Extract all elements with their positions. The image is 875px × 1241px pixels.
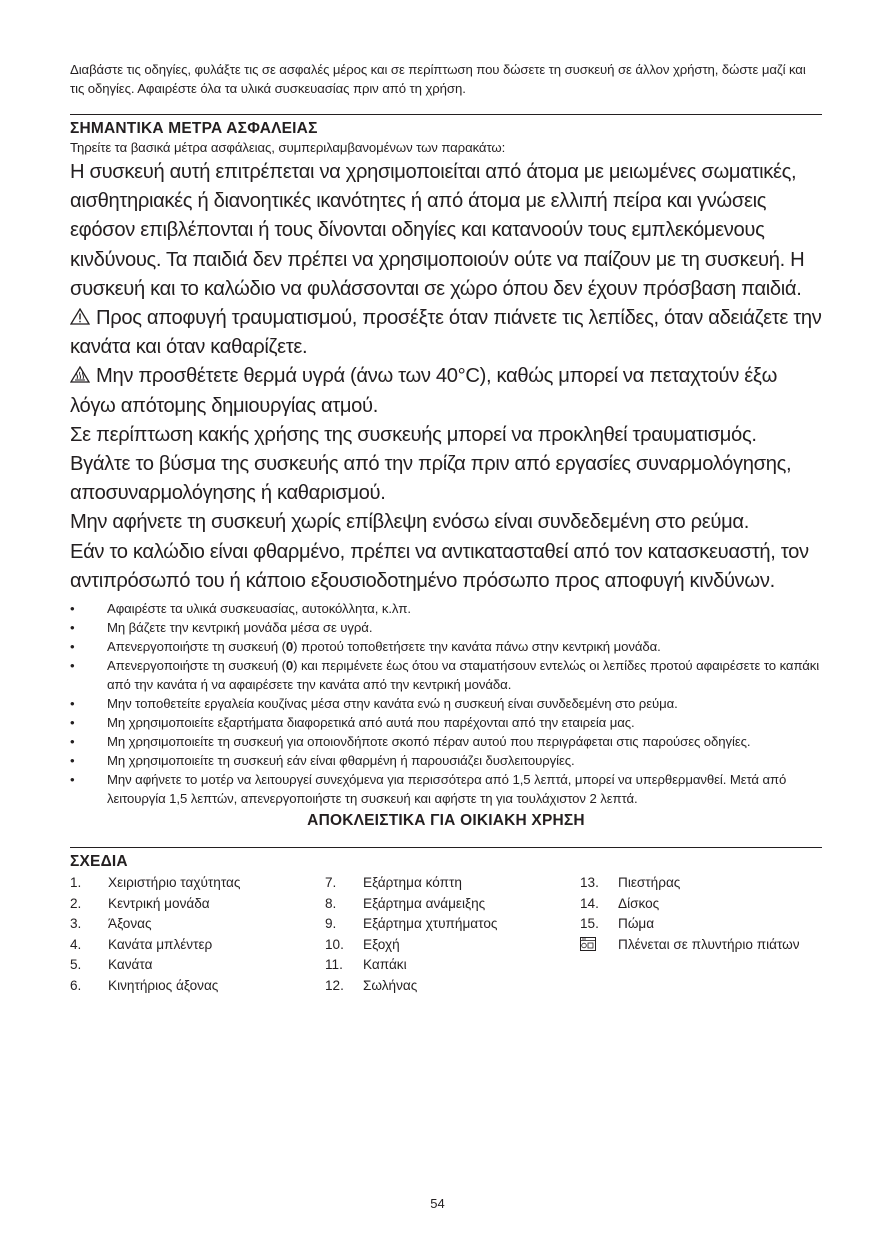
dishwasher-icon — [580, 937, 596, 951]
list-item: • Μην τοποθετείτε εργαλεία κουζίνας μέσα στην κανάτα ενώ η συσκευή είναι συνδεδεμένη στο ρεύμα. — [70, 696, 678, 712]
parts-column-2 — [325, 873, 497, 997]
safety-paragraph-3: Βγάλτε το βύσμα της συσκευής από την πρίζα πριν από εργασίες συναρμολόγησης, αποσυναρμολόγησης ή καθαρισμού. — [70, 453, 792, 505]
dishwasher-safe-note — [580, 935, 800, 956]
divider — [70, 847, 822, 848]
warning-triangle-icon — [70, 308, 90, 325]
part-item: 12. Σωλήνας — [325, 978, 418, 994]
parts-column-1 — [70, 873, 240, 997]
list-item: • Μην αφήνετε το μοτέρ να λειτουργεί συνεχόμενα για περισσότερα από 1,5 λεπτά, μπορεί να υπερθερμανθεί. Μετά από λειτουργία 1,5 λεπτών, απενεργοποιήστε τη συσκευή και αφήστε τη για τουλάχιστον 2 λεπτά. — [70, 772, 787, 807]
part-item: 9. Εξάρτημα χτυπήματος — [325, 916, 498, 932]
list-item: • Απενεργοποιήστε τη συσκευή (0) και περιμένετε έως ότου να σταματήσουν εντελώς οι λεπίδες προτού αφαιρέσετε το καπάκι από την κανάτα ή να αφαιρέσετε την κανάτα από την κεντρική μονάδα. — [70, 658, 820, 693]
list-item: • Αφαιρέστε τα υλικά συσκευασίας, αυτοκόλλητα, κ.λπ. — [70, 601, 411, 617]
warning-1 — [70, 304, 822, 362]
part-item: 3. Άξονας — [70, 916, 152, 932]
part-item: 13. Πιεστήρας — [580, 875, 681, 891]
list-item: • Μη χρησιμοποιείτε τη συσκευή για οποιονδήποτε σκοπό πέραν αυτού που περιγράφεται στις παρούσες οδηγίες. — [70, 734, 751, 750]
part-item: 10. Εξοχή — [325, 936, 400, 952]
manual-page — [70, 60, 822, 1003]
part-item: 4. Κανάτα μπλέντερ — [70, 936, 213, 952]
household-use-heading: ΑΠΟΚΛΕΙΣΤΙΚΑ ΓΙΑ ΟΙΚΙΑΚΗ ΧΡΗΣΗ — [307, 812, 585, 830]
list-item: • Απενεργοποιήστε τη συσκευή (0) προτού τοποθετήσετε την κανάτα πάνω στην κεντρική μονάδα. — [70, 639, 661, 655]
dishwasher-label: Πλένεται σε πλυντήριο πιάτων — [618, 936, 800, 952]
parts-column-3 — [580, 873, 800, 955]
safety-paragraph-4: Μην αφήνετε τη συσκευή χωρίς επίβλεψη ενόσω είναι συνδεδεμένη στο ρεύμα. — [70, 511, 749, 534]
parts-heading: ΣΧΕΔΙΑ — [70, 853, 128, 871]
list-item: • Μη χρησιμοποιείτε εξαρτήματα διαφορετικά από αυτά που παρέχονται από την εταιρεία μας. — [70, 715, 635, 731]
safety-paragraph-5: Εάν το καλώδιο είναι φθαρμένο, πρέπει να αντικατασταθεί από τον κατασκευαστή, τον αντιπρόσωπό του ή κάποιο εξουσιοδοτημένο πρόσωπο προς αποφυγή κινδύνων. — [70, 540, 809, 592]
safety-bullet-list — [70, 599, 822, 808]
list-item: • Μη βάζετε την κεντρική μονάδα μέσα σε υγρά. — [70, 620, 373, 636]
part-item: 1. Χειριστήριο ταχύτητας — [70, 875, 241, 891]
safety-heading: ΣΗΜΑΝΤΙΚΑ ΜΕΤΡΑ ΑΣΦΑΛΕΙΑΣ — [70, 120, 318, 137]
list-item: • Μη χρησιμοποιείτε τη συσκευή εάν είναι φθαρμένη ή παρουσιάζει δυσλειτουργίες. — [70, 753, 575, 769]
part-item: 5. Κανάτα — [70, 957, 153, 973]
page-number: 54 — [430, 1196, 445, 1211]
warning-2 — [70, 362, 822, 420]
safety-subtitle: Τηρείτε τα βασικά μέτρα ασφάλειας, συμπεριλαμβανομένων των παρακάτω: — [70, 140, 506, 155]
part-item: 11. Καπάκι — [325, 957, 407, 973]
intro-text: Διαβάστε τις οδηγίες, φυλάξτε τις σε ασφαλές μέρος και σε περίπτωση που δώσετε τη συσκευή σε άλλον χρήστη, δώστε μαζί και τις οδηγίες. Αφαιρέστε όλα τα υλικά συσκευασίας πριν από τη χρήση. — [70, 62, 806, 96]
safety-paragraph-1: Η συσκευή αυτή επιτρέπεται να χρησιμοποιείται από άτομα με μειωμένες σωματικές, αισθητηριακές ή διανοητικές ικανότητες ή από άτομα με ελλιπή πείρα και γνώσεις εφόσον επιβλέπονται ή τους δίνονται οδηγίες και κατανοούν τους εμπλεκόμενους κινδύνους. Τα παιδιά δεν πρέπει να χρησιμοποιούν ούτε να παίζουν με τη συσκευή. Η συσκευή και το καλώδιο να φυλάσσονται σε χώρο όπου δεν έχουν πρόσβαση παιδιά. — [70, 161, 805, 300]
divider — [70, 114, 822, 115]
part-item: 8. Εξάρτημα ανάμειξης — [325, 895, 486, 911]
warning-1-text: Προς αποφυγή τραυματισμού, προσέξτε όταν πιάνετε τις λεπίδες, όταν αδειάζετε την κανάτα και όταν καθαρίζετε. — [70, 307, 822, 359]
part-item: 2. Κεντρική μονάδα — [70, 895, 210, 911]
part-item: 14. Δίσκος — [580, 895, 660, 911]
hot-surface-warning-icon — [70, 366, 90, 383]
parts-list — [70, 873, 822, 1003]
part-item: 15. Πώμα — [580, 916, 655, 932]
safety-paragraph-2: Σε περίπτωση κακής χρήσης της συσκευής μπορεί να προκληθεί τραυματισμός. — [70, 423, 757, 446]
part-item: 6. Κινητήριος άξονας — [70, 978, 219, 994]
warning-2-text: Μην προσθέτετε θερμά υγρά (άνω των 40°C), καθώς μπορεί να πεταχτούν έξω λόγω απότομης δημιουργίας ατμού. — [70, 365, 777, 417]
part-item: 7. Εξάρτημα κόπτη — [325, 875, 462, 891]
